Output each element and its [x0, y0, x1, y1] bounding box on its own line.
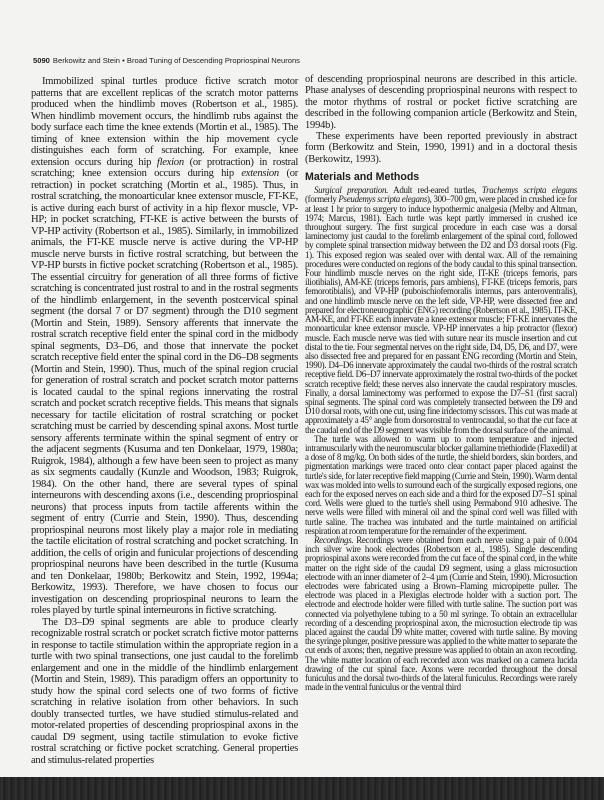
text-run: Adult red-eared turtles,	[388, 185, 482, 196]
scan-border	[0, 777, 604, 800]
text-run: Immobilized spinal turtles produce fictive scratch motor patterns that are excellent replicas of the scratch motor patterns produced when the hindlimb moves (Robertson et al., 1985). When hindlimb movement occurs, the hindlimb rubs against the body surface each time the knee extends (Mortin et al., 1985). The timing of knee extension within the hip movement cycle distinguishes each form of scratching. For example, knee extension occurs during hip	[31, 76, 298, 168]
paragraph-introduction-2: The D3–D9 spinal segments are able to produce clearly recognizable rostral scratch or pocket scratch fictive motor patterns in response to tactile stimulation within the appropriate region in a turtle with two spinal transections, one just caudal to the forelimb enlargement and one in the middle of the hindlimb enlargement (Mortin and Stein, 1989). This paradigm offers an opportunity to study how the spinal cord selects one of two forms of fictive scratching in relative isolation from other behaviors. In such doubly transected turtles, we have studied stimulus-related and motor-related properties of descending propriospinal axons in the caudal D9 segment, using tactile stimulation to evoke fictive rostral scratching or fictive pocket scratching. General properties and stimulus-related properties	[31, 616, 298, 766]
paragraph-surgical-preparation	[305, 186, 577, 434]
text-run: Recordings were obtained from each nerve using a pair of 0.004 inch silver wire hook electrodes (Robertson et al., 1985). Single descending propriospinal axons were recorded from the cut face of the spinal cord, in the white matter on the right side of the caudal D9 segment, using a glass microsuction electrode with an inner diameter of 2–4 µm (Currie and Stein, 1990). Microsuction electrodes were fabricated using a Brown–Flaming micropipette puller. The electrode was placed in a Plexiglas electrode holder with a suction port. The electrode and electrode holder were filled with turtle saline. The suction port was connected via polyethylene tubing to a 50 ml syringe. To obtain an extracellular recording of a descending propriospinal axon, the microsuction electrode tip was placed against the caudal D9 white matter, covered with turtle saline. By moving the syringe plunger, positive pressure was applied to the white matter to separate the cut ends of axons; then, negative pressure was applied to obtain an axon recording. The white matter location of each recorded axon was marked on a camera lucida drawing of the cut spinal face. Axons were recorded throughout the dorsal funiculus and the dorsal two-thirds of the lateral funiculus. Recordings were rarely made in the ventral funiculus or the ventral third	[305, 534, 577, 693]
paragraph-warm-up: The turtle was allowed to warm up to room temperature and injected intramuscularly with the neuromuscular blocker gallamine triethiodide (Flaxedil) at a dose of 8 mg/kg. On both sides of the turtle, the shield borders, skin borders, and pigmentation markings were traced onto clear contact paper placed against the turtle's side, for later receptive field mapping (Currie and Stein, 1990). Warm dental wax was molded into wells to surround each of the surgically exposed regions, one each for the exposed nerves on each side and a third for the exposed D7–S1 spinal cord. Wells were glued to the turtle's shell using Permabond 910 adhesive. The nerve wells were filled with mineral oil and the spinal cord well was filled with turtle saline. The trachea was intubated and the turtle maintained on artificial respiration at room temperature for the remainder of the experiment.	[305, 433, 577, 536]
paragraph-introduction-1	[31, 76, 298, 617]
right-column	[305, 74, 577, 692]
page-number: 5090	[33, 56, 50, 65]
text-run: (or retraction) in pocket scratching (Mortin et al., 1985). Thus, in rostral scratching, the monoarticular knee extensor muscle, FT-KE, is active during each burst of activity in a hip flexor muscle, VP-HP; in pocket scratching, FT-KE is active between the bursts of VP-HP activity (Robertson et al., 1985). Similarly, in immobilized animals, the FT-KE muscle nerve is active during the VP-HP muscle nerve bursts in fictive rostral scratching, but between the VP-HP bursts in fictive pocket scratching (Robertson et al., 1985). The essential circuitry for generation of all three forms of fictive scratching is concentrated just rostral to and in the rostral segments of the hindlimb enlargement, in the seventh postcervical spinal segment (the dorsal 7 or D7 segment) through the D10 segment (Mortin and Stein, 1989). Sensory afferents that innervate the rostral scratch receptive field enter the spinal cord in the midbody spinal segments, D3–D6, and those that innervate the pocket scratch receptive field enter the spinal cord in the D6–D8 segments (Mortin and Stein, 1990). Thus, much of the spinal region crucial for generation of rostral scratch and pocket scratch motor patterns is located caudal to the spinal regions innervating the rostral scratch and pocket scratch receptive fields. This means that signals necessary for tactile elicitation of rostral scratching or pocket scratching must be carried by descending spinal axons. Most turtle sensory afferents terminate within the spinal segment of entry or the adjacent segments (Kusuma and ten Donkelaar, 1979, 1980a; Ruigrok, 1984), although a few have been seen to project as many as six segments caudally (Kunzle and Woodson, 1983; Ruigrok, 1984). On the other hand, there are several types of spinal interneurons with descending axons (i.e., descending propriospinal neurons) that process inputs from tactile afferents within the segment of entry (Currie and Stein, 1990). Thus, descending propriospinal neurons most likely play a major role in mediating the tactile elicitation of rostral scratching and pocket scratching. In addition, the cells of origin and funicular projections of descending propriospinal neurons have been described in the turtle (Kusuma and ten Donkelaar, 1980b; Berkowitz and Stein, 1992, 1994a; Berkowitz, 1993). Therefore, we have chosen to focus our investigation on descending propriospinal neurons to learn the roles played by turtle spinal interneurons in fictive scratching.	[31, 168, 298, 616]
italic-term: extension	[241, 168, 279, 179]
italic-term: flexion	[156, 156, 184, 168]
running-title: Berkowitz and Stein • Broad Tuning of Descending Propriospinal Neurons	[52, 56, 300, 65]
run-in-heading: Recordings.	[314, 534, 354, 545]
text-run: (or protraction) in rostral scratching; knee extension occurs during hip	[31, 156, 298, 179]
left-column	[31, 76, 298, 766]
species-name: Pseudemys scripta elegans	[338, 194, 427, 205]
text-run: (formerly	[305, 194, 339, 205]
paragraph-recordings	[305, 536, 577, 692]
species-name: Trachemys scripta elegans	[481, 185, 577, 196]
run-in-heading: Surgical preparation.	[314, 185, 389, 196]
text-run: ), 300–700 gm, were placed in crushed ice for at least 1 hr prior to surgery to induce hypothermic analgesia (Melby and Altman, 1974; Marcus, 1981). Each turtle was kept partly immersed in crushed ice throughout surgery. The first surgical procedure in each case was a dorsal laminectomy just caudal to the forelimb enlargement of the spinal cord, followed by complete spinal transection midway between the D2 and D3 dorsal roots (Fig. 1). This exposed region was sealed over with dental wax. All of the remaining procedures were conducted on regions of the body caudal to this spinal transection. Four hindlimb muscle nerves on the right side, IT-KE (triceps femoris, pars iliotibialis), AM-KE (triceps femoris, pars ambiens), FT-KE (triceps femoris, pars femorotibialis), and VP-HP (puboischiofemoralis internus, pars anteroventralis), and one hindlimb muscle nerve on the left side, VP-HP, were dissected free and prepared for electroneurographic (ENG) recording (Robertson et al., 1985). IT-KE, AM-KE, and FT-KE each innervate a knee extensor muscle; FT-KE innervates the monoarticular knee extensor muscle. VP-HP innervates a hip protractor (flexor) muscle. Each muscle nerve was tied with suture near its muscle insertion and cut distal to the tie. Four segmental nerves on the right side, D4, D5, D6, and D7, were also dissected free and prepared for en passant ENG recording (Mortin and Stein, 1990). D4–D6 innervate approximately the caudal two-thirds of the rostral scratch receptive field. D6–D7 innervate approximately the rostral two-thirds of the pocket scratch receptive field; these nerves also innervate the caudal respiratory muscles. Finally, a dorsal laminectomy was performed to expose the D7–S1 (first sacral) spinal segments. The spinal cord was completely transected between the D9 and D10 dorsal roots, with one cut, using fine iridectomy scissors. This cut was made at approximately a 45° angle from dorsorostral to ventrocaudal, so that the cut face at the caudal end of the D9 segment was visible from the dorsal surface of the animal.	[305, 194, 577, 435]
running-header	[33, 56, 300, 65]
paragraph-introduction-3: of descending propriospinal neurons are described in this article. Phase analyses of descending propriospinal neurons with respect to the motor rhythms of rostral or pocket fictive scratching are described in the following companion article (Berkowitz and Stein, 1994b).	[305, 74, 577, 131]
paragraph-introduction-4: These experiments have been reported previously in abstract form (Berkowitz and Stein, 1990, 1991) and in a doctoral thesis (Berkowitz, 1993).	[305, 131, 577, 165]
section-heading-methods: Materials and Methods	[305, 171, 420, 184]
